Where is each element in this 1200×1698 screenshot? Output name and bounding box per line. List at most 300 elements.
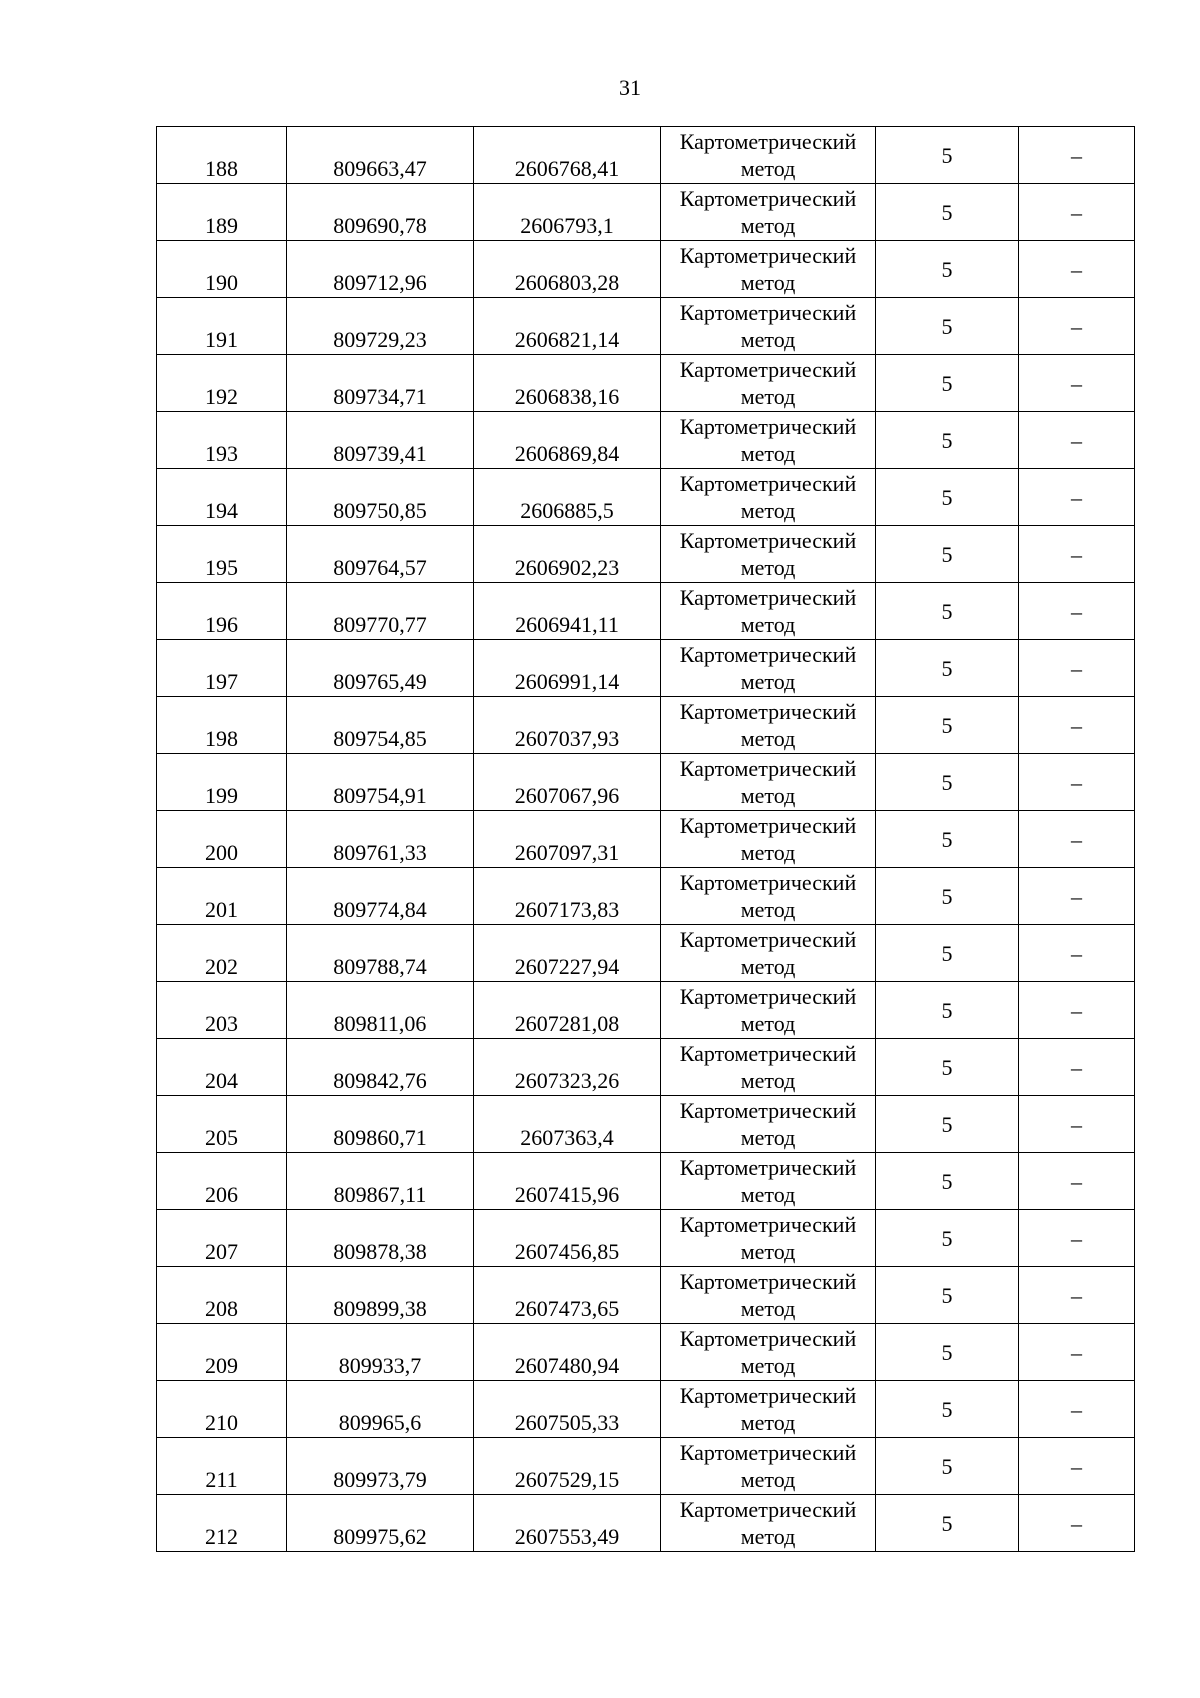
point-number-cell [157,1324,287,1381]
description-cell [1019,1210,1135,1267]
x-coordinate: 809734,71 [333,384,427,409]
y-coordinate-cell [474,1324,661,1381]
point-number-cell [157,526,287,583]
x-coordinate: 809750,85 [333,498,427,523]
method-line-2: метод [740,1239,796,1264]
method-line-2: метод [740,783,796,808]
x-coordinate: 809899,38 [333,1296,427,1321]
x-coordinate: 809933,7 [338,1353,422,1378]
point-number: 189 [205,213,238,238]
x-coordinate: 809774,84 [333,897,427,922]
method-cell [661,412,876,469]
point-number: 212 [205,1524,238,1549]
method-line-1: Картометрический [679,756,857,781]
method-line-2: метод [740,897,796,922]
accuracy-value: 5 [941,313,953,339]
method-cell [661,1438,876,1495]
method-line-2: метод [740,1524,796,1549]
point-number-cell [157,1381,287,1438]
method-line-2: метод [740,1011,796,1036]
coordinates-table-body [157,127,1135,1552]
method-line-2: метод [740,954,796,979]
accuracy-value: 5 [941,256,953,282]
method-line-2: метод [740,726,796,751]
method-line-2: метод [740,1125,796,1150]
method-line-2: метод [740,384,796,409]
x-coordinate-cell [287,982,474,1039]
description-value: – [1071,1168,1082,1194]
x-coordinate-cell [287,754,474,811]
method-line-1: Картометрический [679,129,857,154]
y-coordinate: 2606941,11 [515,612,619,637]
point-number-cell [157,298,287,355]
point-number-cell [157,925,287,982]
method-line-2: метод [740,213,796,238]
point-number-cell [157,1495,287,1552]
accuracy-cell [876,583,1019,640]
point-number: 211 [205,1467,238,1492]
table-row [157,1324,1135,1381]
accuracy-cell [876,1039,1019,1096]
method-line-1: Картометрический [679,1041,857,1066]
y-coordinate: 2607323,26 [514,1068,620,1093]
description-value: – [1071,199,1082,225]
accuracy-value: 5 [941,883,953,909]
accuracy-cell [876,526,1019,583]
description-cell [1019,355,1135,412]
point-number: 208 [205,1296,238,1321]
method-line-2: метод [740,270,796,295]
accuracy-cell [876,1267,1019,1324]
method-line-1: Картометрический [679,870,857,895]
method-cell [661,583,876,640]
y-coordinate-cell [474,583,661,640]
y-coordinate: 2607529,15 [514,1467,620,1492]
point-number-cell [157,868,287,925]
method-cell [661,925,876,982]
accuracy-value: 5 [941,1453,953,1479]
x-coordinate-cell [287,811,474,868]
point-number-cell [157,697,287,754]
y-coordinate: 2607553,49 [514,1524,620,1549]
x-coordinate-cell [287,697,474,754]
description-cell [1019,1267,1135,1324]
description-value: – [1071,1282,1082,1308]
y-coordinate-cell [474,925,661,982]
description-value: – [1071,1111,1082,1137]
point-number-cell [157,640,287,697]
accuracy-value: 5 [941,1168,953,1194]
y-coordinate: 2606838,16 [514,384,620,409]
method-line-2: метод [740,498,796,523]
method-line-2: метод [740,441,796,466]
y-coordinate-cell [474,127,661,184]
y-coordinate-cell [474,298,661,355]
table-row [157,697,1135,754]
y-coordinate: 2607097,31 [514,840,620,865]
accuracy-value: 5 [941,1339,953,1365]
point-number: 195 [205,555,238,580]
page-number: 31 [619,75,641,100]
method-cell [661,697,876,754]
accuracy-cell [876,1153,1019,1210]
table-row [157,184,1135,241]
y-coordinate-cell [474,1381,661,1438]
accuracy-cell [876,127,1019,184]
y-coordinate: 2607473,65 [514,1296,620,1321]
x-coordinate-cell [287,241,474,298]
method-line-1: Картометрический [679,300,857,325]
method-cell [661,868,876,925]
point-number: 202 [205,954,238,979]
description-value: – [1071,142,1082,168]
method-line-1: Картометрический [679,1440,857,1465]
x-coordinate-cell [287,526,474,583]
method-line-1: Картометрический [679,1155,857,1180]
method-line-1: Картометрический [679,585,857,610]
y-coordinate-cell [474,982,661,1039]
x-coordinate: 809754,85 [333,726,427,751]
x-coordinate: 809973,79 [333,1467,427,1492]
x-coordinate-cell [287,127,474,184]
description-value: – [1071,712,1082,738]
y-coordinate: 2606885,5 [520,498,614,523]
description-cell [1019,241,1135,298]
method-cell [661,1267,876,1324]
table-row [157,1096,1135,1153]
description-cell [1019,184,1135,241]
y-coordinate: 2606793,1 [520,213,614,238]
x-coordinate: 809739,41 [333,441,427,466]
point-number: 199 [205,783,238,808]
accuracy-value: 5 [941,370,953,396]
point-number: 204 [205,1068,238,1093]
x-coordinate-cell [287,298,474,355]
description-cell [1019,697,1135,754]
table-row [157,1039,1135,1096]
description-value: – [1071,256,1082,282]
y-coordinate-cell [474,1210,661,1267]
description-value: – [1071,826,1082,852]
x-coordinate: 809663,47 [333,156,427,181]
point-number-cell [157,412,287,469]
description-cell [1019,412,1135,469]
accuracy-value: 5 [941,199,953,225]
point-number: 193 [205,441,238,466]
x-coordinate: 809754,91 [333,783,427,808]
method-cell [661,1153,876,1210]
description-cell [1019,925,1135,982]
description-value: – [1071,427,1082,453]
x-coordinate: 809729,23 [333,327,427,352]
description-cell [1019,1495,1135,1552]
method-cell [661,982,876,1039]
description-cell [1019,469,1135,526]
method-cell [661,1324,876,1381]
x-coordinate: 809761,33 [333,840,427,865]
method-cell [661,811,876,868]
method-cell [661,469,876,526]
method-line-2: метод [740,1410,796,1435]
description-value: – [1071,997,1082,1023]
x-coordinate-cell [287,469,474,526]
method-cell [661,1210,876,1267]
description-cell [1019,127,1135,184]
method-line-2: метод [740,1182,796,1207]
y-coordinate-cell [474,754,661,811]
method-line-2: метод [740,327,796,352]
accuracy-value: 5 [941,997,953,1023]
point-number-cell [157,583,287,640]
point-number: 192 [205,384,238,409]
y-coordinate: 2607505,33 [514,1410,620,1435]
y-coordinate: 2606821,14 [514,327,620,352]
table-row [157,469,1135,526]
method-line-2: метод [740,612,796,637]
accuracy-cell [876,925,1019,982]
method-line-1: Картометрический [679,699,857,724]
accuracy-value: 5 [941,826,953,852]
table-row [157,982,1135,1039]
accuracy-cell [876,241,1019,298]
y-coordinate: 2606991,14 [514,669,620,694]
method-line-2: метод [740,1353,796,1378]
x-coordinate-cell [287,1096,474,1153]
x-coordinate-cell [287,355,474,412]
y-coordinate: 2607480,94 [514,1353,620,1378]
table-row [157,1381,1135,1438]
accuracy-cell [876,469,1019,526]
y-coordinate-cell [474,469,661,526]
accuracy-cell [876,982,1019,1039]
description-cell [1019,1153,1135,1210]
y-coordinate: 2607456,85 [514,1239,620,1264]
coordinates-table [156,126,1135,1552]
method-line-1: Картометрический [679,642,857,667]
accuracy-cell [876,640,1019,697]
point-number-cell [157,241,287,298]
y-coordinate-cell [474,241,661,298]
point-number: 210 [205,1410,238,1435]
description-value: – [1071,769,1082,795]
point-number-cell [157,355,287,412]
description-value: – [1071,370,1082,396]
table-row [157,868,1135,925]
y-coordinate: 2607281,08 [514,1011,620,1036]
point-number-cell [157,982,287,1039]
y-coordinate: 2607067,96 [514,783,620,808]
point-number: 198 [205,726,238,751]
accuracy-cell [876,1438,1019,1495]
point-number: 197 [205,669,238,694]
point-number-cell [157,184,287,241]
accuracy-cell [876,355,1019,412]
description-value: – [1071,1396,1082,1422]
x-coordinate: 809770,77 [333,612,427,637]
accuracy-cell [876,811,1019,868]
y-coordinate-cell [474,811,661,868]
x-coordinate: 809878,38 [333,1239,427,1264]
y-coordinate-cell [474,1438,661,1495]
x-coordinate: 809764,57 [333,555,427,580]
accuracy-value: 5 [941,769,953,795]
method-line-2: метод [740,555,796,580]
description-value: – [1071,1453,1082,1479]
description-cell [1019,583,1135,640]
method-line-1: Картометрический [679,1269,857,1294]
accuracy-cell [876,184,1019,241]
table-row [157,925,1135,982]
method-cell [661,1039,876,1096]
point-number: 203 [205,1011,238,1036]
table-row [157,298,1135,355]
y-coordinate-cell [474,184,661,241]
x-coordinate: 809975,62 [333,1524,427,1549]
description-value: – [1071,1339,1082,1365]
point-number: 209 [205,1353,238,1378]
table-row [157,640,1135,697]
method-line-1: Картометрический [679,243,857,268]
point-number-cell [157,1210,287,1267]
table-row [157,526,1135,583]
x-coordinate-cell [287,1438,474,1495]
x-coordinate: 809811,06 [333,1011,427,1036]
method-line-2: метод [740,156,796,181]
accuracy-value: 5 [941,940,953,966]
y-coordinate-cell [474,1495,661,1552]
description-value: – [1071,940,1082,966]
accuracy-value: 5 [941,1111,953,1137]
y-coordinate: 2606869,84 [514,441,620,466]
point-number: 205 [205,1125,238,1150]
x-coordinate: 809867,11 [333,1182,427,1207]
x-coordinate-cell [287,1324,474,1381]
accuracy-value: 5 [941,1396,953,1422]
description-cell [1019,1324,1135,1381]
y-coordinate-cell [474,1267,661,1324]
method-cell [661,184,876,241]
x-coordinate: 809842,76 [333,1068,427,1093]
x-coordinate: 809860,71 [333,1125,427,1150]
table-row [157,241,1135,298]
table-row [157,127,1135,184]
point-number-cell [157,127,287,184]
table-row [157,754,1135,811]
x-coordinate: 809965,6 [338,1410,422,1435]
y-coordinate-cell [474,640,661,697]
point-number-cell [157,811,287,868]
accuracy-cell [876,1324,1019,1381]
accuracy-value: 5 [941,484,953,510]
point-number: 190 [205,270,238,295]
y-coordinate: 2607173,83 [514,897,620,922]
accuracy-cell [876,1210,1019,1267]
y-coordinate: 2607227,94 [514,954,620,979]
description-value: – [1071,598,1082,624]
x-coordinate-cell [287,1153,474,1210]
method-cell [661,1381,876,1438]
description-value: – [1071,1225,1082,1251]
table-row [157,1210,1135,1267]
x-coordinate-cell [287,1495,474,1552]
accuracy-value: 5 [941,1282,953,1308]
method-cell [661,127,876,184]
table-row [157,1267,1135,1324]
description-cell [1019,640,1135,697]
description-value: – [1071,655,1082,681]
description-cell [1019,298,1135,355]
y-coordinate-cell [474,526,661,583]
point-number-cell [157,1267,287,1324]
y-coordinate-cell [474,355,661,412]
method-line-1: Картометрический [679,1383,857,1408]
accuracy-value: 5 [941,541,953,567]
y-coordinate-cell [474,697,661,754]
x-coordinate: 809712,96 [333,270,427,295]
x-coordinate-cell [287,412,474,469]
accuracy-cell [876,1495,1019,1552]
accuracy-value: 5 [941,142,953,168]
point-number: 196 [205,612,238,637]
y-coordinate-cell [474,1039,661,1096]
method-line-1: Картометрический [679,1497,857,1522]
accuracy-cell [876,1096,1019,1153]
method-line-2: метод [740,840,796,865]
method-cell [661,1096,876,1153]
accuracy-value: 5 [941,712,953,738]
method-line-1: Картометрический [679,186,857,211]
accuracy-cell [876,412,1019,469]
accuracy-value: 5 [941,427,953,453]
accuracy-value: 5 [941,1225,953,1251]
x-coordinate: 809765,49 [333,669,427,694]
table-row [157,583,1135,640]
y-coordinate: 2607363,4 [520,1125,614,1150]
point-number: 201 [205,897,238,922]
method-line-1: Картометрический [679,1326,857,1351]
description-cell [1019,526,1135,583]
accuracy-value: 5 [941,1054,953,1080]
y-coordinate: 2607415,96 [514,1182,620,1207]
accuracy-value: 5 [941,1510,953,1536]
x-coordinate-cell [287,184,474,241]
description-cell [1019,1438,1135,1495]
table-row [157,1438,1135,1495]
method-line-1: Картометрический [679,1212,857,1237]
description-value: – [1071,313,1082,339]
x-coordinate-cell [287,925,474,982]
method-cell [661,355,876,412]
x-coordinate-cell [287,1267,474,1324]
description-value: – [1071,1054,1082,1080]
x-coordinate-cell [287,583,474,640]
description-value: – [1071,883,1082,909]
x-coordinate-cell [287,640,474,697]
point-number-cell [157,469,287,526]
x-coordinate: 809690,78 [333,213,427,238]
y-coordinate: 2606803,28 [514,270,620,295]
y-coordinate: 2607037,93 [514,726,620,751]
x-coordinate-cell [287,868,474,925]
method-line-2: метод [740,1296,796,1321]
point-number: 207 [205,1239,238,1264]
method-line-1: Картометрический [679,414,857,439]
description-value: – [1071,541,1082,567]
description-cell [1019,868,1135,925]
method-line-1: Картометрический [679,927,857,952]
method-line-1: Картометрический [679,357,857,382]
method-line-2: метод [740,1467,796,1492]
